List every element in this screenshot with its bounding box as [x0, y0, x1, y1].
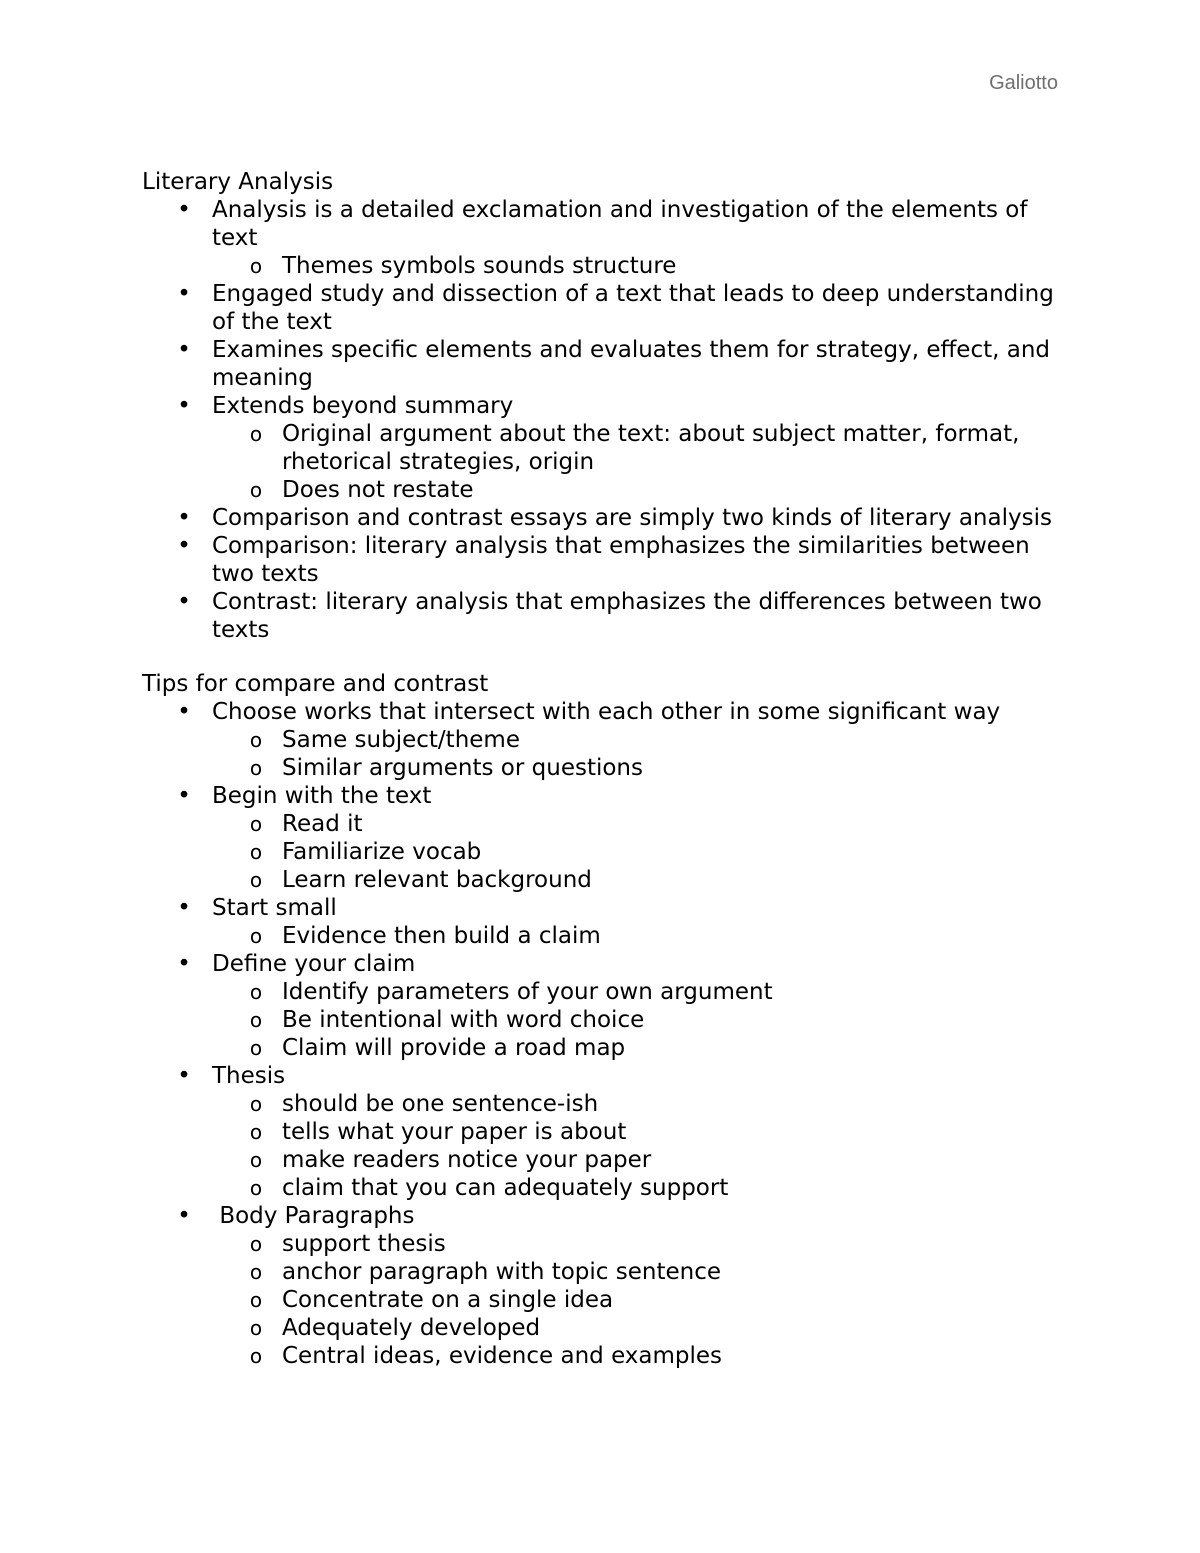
sub-list-item: [142, 420, 1062, 476]
sub-list-item-text: anchor paragraph with topic sentence: [282, 1259, 722, 1285]
list-item: [142, 196, 1062, 252]
hollow-bullet-icon: o: [249, 980, 263, 1004]
sub-list-item-text: Themes symbols sounds structure: [282, 253, 677, 279]
sub-list-item-text: should be one sentence-ish: [282, 1091, 599, 1117]
hollow-bullet-icon: o: [249, 728, 263, 752]
list-item-text: Thesis: [212, 1063, 286, 1089]
sub-list-item: [142, 838, 1062, 866]
list-item: [142, 894, 1062, 922]
sub-list-item-text: Learn relevant background: [282, 867, 592, 893]
hollow-bullet-icon: o: [249, 1232, 263, 1256]
sub-list-item-text: support thesis: [282, 1231, 446, 1257]
sub-list-item-text: Identify parameters of your own argument: [282, 979, 773, 1005]
sub-list-item-text: claim that you can adequately support: [282, 1175, 729, 1201]
list-item: [142, 336, 1062, 392]
bullet-icon: •: [177, 281, 191, 307]
sub-list-item: [142, 1230, 1062, 1258]
list-item: [142, 392, 1062, 420]
sub-list-item: [142, 1174, 1062, 1202]
bullet-icon: •: [177, 699, 191, 725]
sub-list-item-text: Read it: [282, 811, 363, 837]
section-title: Tips for compare and contrast: [142, 671, 489, 697]
list-item: [142, 588, 1062, 644]
sub-list-item: [142, 1090, 1062, 1118]
list-item-text: Body Paragraphs: [212, 1203, 415, 1229]
sub-list-item: [142, 252, 1062, 280]
hollow-bullet-icon: o: [249, 812, 263, 836]
sub-list-item: [142, 922, 1062, 950]
list-item: [142, 782, 1062, 810]
section-spacer: [142, 644, 1062, 670]
list-item-text: Analysis is a detailed exclamation and investigation of the elements of text: [212, 197, 1035, 251]
sub-list-item-text: Similar arguments or questions: [282, 755, 643, 781]
sub-list-item-text: Adequately developed: [282, 1315, 541, 1341]
hollow-bullet-icon: o: [249, 868, 263, 892]
sub-list-item: [142, 1146, 1062, 1174]
sub-list-item: [142, 810, 1062, 838]
list-item-text: Choose works that intersect with each other in some significant way: [212, 699, 1001, 725]
bullet-icon: •: [177, 1203, 191, 1229]
sub-list-item-text: tells what your paper is about: [282, 1119, 627, 1145]
bullet-list: [142, 698, 1062, 1370]
sub-list-item: [142, 476, 1062, 504]
hollow-bullet-icon: o: [249, 1092, 263, 1116]
list-item: [142, 950, 1062, 978]
sub-list-item: [142, 726, 1062, 754]
hollow-bullet-icon: o: [249, 254, 263, 278]
list-item-text: Examines specific elements and evaluates them for strategy, effect, and meaning: [212, 337, 1058, 391]
sub-list-item: [142, 1006, 1062, 1034]
list-item-text: Define your claim: [212, 951, 416, 977]
sub-list-item-text: Concentrate on a single idea: [282, 1287, 614, 1313]
hollow-bullet-icon: o: [249, 1148, 263, 1172]
bullet-icon: •: [177, 895, 191, 921]
sub-list-item-text: Does not restate: [282, 477, 474, 503]
list-item: [142, 1202, 1062, 1230]
list-item-text: Contrast: literary analysis that emphasizes the differences between two texts: [212, 589, 1050, 643]
bullet-icon: •: [177, 589, 191, 615]
list-item-text: Engaged study and dissection of a text that leads to deep understanding of the text: [212, 281, 1062, 335]
sub-list-item-text: Central ideas, evidence and examples: [282, 1343, 723, 1369]
list-item-text: Begin with the text: [212, 783, 432, 809]
hollow-bullet-icon: o: [249, 478, 263, 502]
hollow-bullet-icon: o: [249, 1036, 263, 1060]
hollow-bullet-icon: o: [249, 924, 263, 948]
hollow-bullet-icon: o: [249, 840, 263, 864]
hollow-bullet-icon: o: [249, 1288, 263, 1312]
sub-list-item-text: Same subject/theme: [282, 727, 520, 753]
sub-list-item: [142, 1034, 1062, 1062]
bullet-icon: •: [177, 1063, 191, 1089]
bullet-icon: •: [177, 505, 191, 531]
hollow-bullet-icon: o: [249, 1176, 263, 1200]
sub-list-item: [142, 754, 1062, 782]
bullet-icon: •: [177, 533, 191, 559]
list-item-text: Comparison: literary analysis that emphasizes the similarities between two texts: [212, 533, 1037, 587]
header-author-name: Galiotto: [989, 72, 1058, 94]
hollow-bullet-icon: o: [249, 422, 263, 446]
sub-list-item-text: Claim will provide a road map: [282, 1035, 626, 1061]
list-item-text: Extends beyond summary: [212, 393, 514, 419]
sub-list-item: [142, 1286, 1062, 1314]
sub-list-item: [142, 1118, 1062, 1146]
list-item-text: Start small: [212, 895, 337, 921]
sub-list-item-text: Evidence then build a claim: [282, 923, 601, 949]
sub-list-item: [142, 866, 1062, 894]
document-content: [142, 168, 1062, 1370]
hollow-bullet-icon: o: [249, 756, 263, 780]
list-item: [142, 504, 1062, 532]
hollow-bullet-icon: o: [249, 1344, 263, 1368]
bullet-icon: •: [177, 197, 191, 223]
sub-list-item-text: make readers notice your paper: [282, 1147, 652, 1173]
bullet-icon: •: [177, 337, 191, 363]
hollow-bullet-icon: o: [249, 1120, 263, 1144]
sub-list-item: [142, 978, 1062, 1006]
sub-list-item-text: Familiarize vocab: [282, 839, 482, 865]
list-item: [142, 280, 1062, 336]
list-item: [142, 698, 1062, 726]
sub-list-item: [142, 1342, 1062, 1370]
hollow-bullet-icon: o: [249, 1316, 263, 1340]
sub-list-item: [142, 1314, 1062, 1342]
sub-list-item-text: Original argument about the text: about subject matter, format, rhetorical strategies, origin: [282, 421, 1020, 475]
bullet-list: [142, 196, 1062, 644]
section-title: Literary Analysis: [142, 169, 334, 195]
list-item-text: Comparison and contrast essays are simply two kinds of literary analysis: [212, 505, 1052, 531]
bullet-icon: •: [177, 783, 191, 809]
bullet-icon: •: [177, 951, 191, 977]
hollow-bullet-icon: o: [249, 1260, 263, 1284]
list-item: [142, 1062, 1062, 1090]
sub-list-item-text: Be intentional with word choice: [282, 1007, 645, 1033]
bullet-icon: •: [177, 393, 191, 419]
sub-list-item: [142, 1258, 1062, 1286]
hollow-bullet-icon: o: [249, 1008, 263, 1032]
list-item: [142, 532, 1062, 588]
